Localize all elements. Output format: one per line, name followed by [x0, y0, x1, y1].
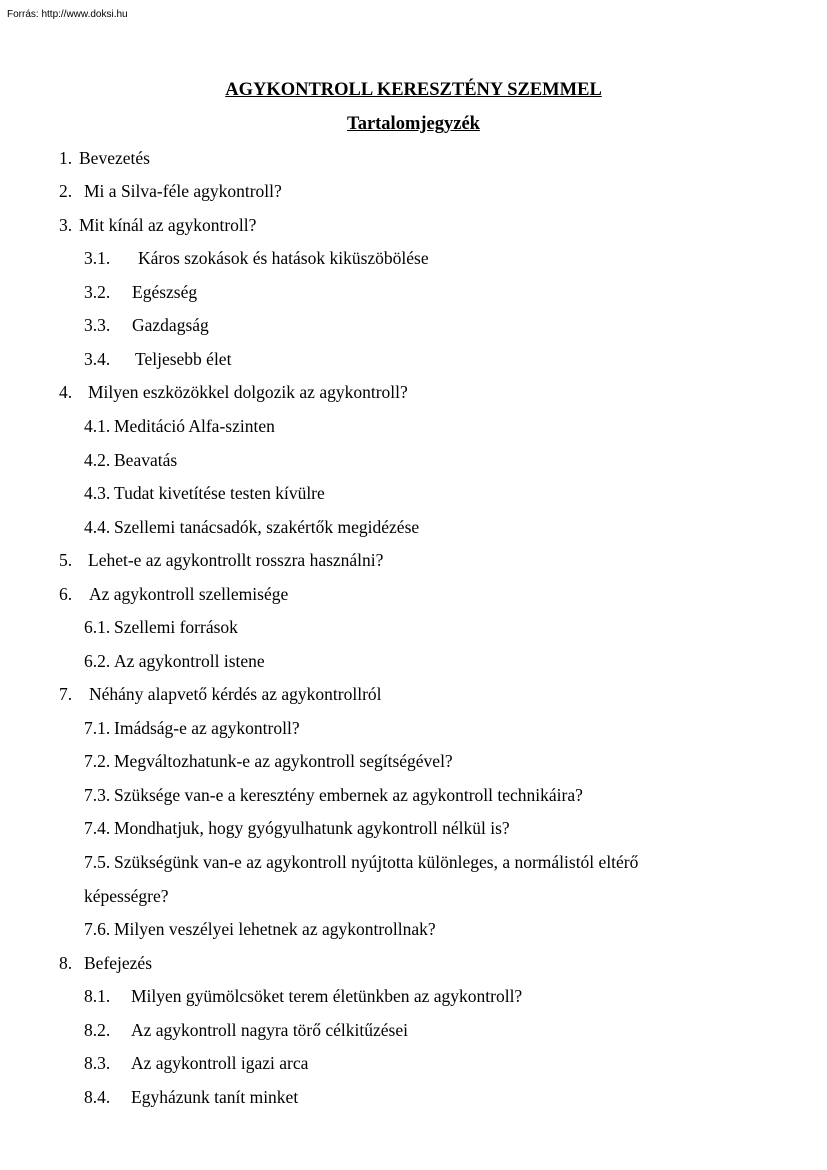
toc-number: 7.6. — [84, 919, 111, 939]
toc-item-4-1 — [84, 415, 275, 437]
toc-item-7-6 — [84, 918, 436, 940]
toc-number: 8.1. — [84, 986, 111, 1006]
toc-item-6-1 — [84, 616, 238, 638]
toc-number: 4. — [59, 382, 73, 402]
toc-number: 3.4. — [84, 349, 111, 369]
toc-label: Lehet-e az agykontrollt rosszra használni? — [88, 550, 384, 570]
toc-item-7-5 — [84, 851, 638, 873]
toc-item-3-3 — [84, 314, 209, 336]
toc-item-6-2 — [84, 650, 265, 672]
toc-number: 3. — [59, 215, 73, 235]
toc-label: Meditáció Alfa-szinten — [114, 416, 275, 436]
toc-label: Egészség — [132, 282, 198, 302]
toc-item-3 — [59, 214, 256, 236]
toc-label: Mit kínál az agykontroll? — [79, 215, 257, 235]
toc-label: Káros szokások és hatások kiküszöbölése — [138, 248, 429, 268]
toc-number: 1. — [59, 148, 73, 168]
toc-number: 2. — [59, 181, 73, 201]
toc-number: 6.1. — [84, 617, 111, 637]
toc-label: Milyen veszélyei lehetnek az agykontrollnak? — [114, 919, 436, 939]
toc-number: 7.3. — [84, 785, 111, 805]
toc-label: Bevezetés — [79, 148, 150, 168]
toc-label: Befejezés — [84, 953, 153, 973]
toc-label: Egyházunk tanít minket — [131, 1087, 299, 1107]
toc-item-1 — [59, 147, 150, 169]
source-note: Forrás: http://www.doksi.hu — [7, 9, 128, 20]
toc-item-4-3 — [84, 482, 325, 504]
toc-item-7-3 — [84, 784, 583, 806]
toc-label: képességre? — [84, 886, 169, 906]
toc-label: Szellemi tanácsadók, szakértők megidézése — [114, 517, 420, 537]
toc-item-2 — [59, 180, 282, 202]
toc-item-6 — [59, 583, 288, 605]
toc-label: Az agykontroll istene — [114, 651, 265, 671]
toc-item-3-1 — [84, 247, 429, 269]
toc-item-3-2 — [84, 281, 197, 303]
toc-item-4-4 — [84, 516, 419, 538]
toc-item-7-1 — [84, 717, 300, 739]
document-title: AGYKONTROLL KERESZTÉNY SZEMMEL — [225, 80, 602, 100]
toc-label: Imádság-e az agykontroll? — [114, 718, 300, 738]
toc-number: 4.2. — [84, 450, 111, 470]
toc-item-8-1 — [84, 985, 522, 1007]
toc-label: Szellemi források — [114, 617, 238, 637]
toc-label: Milyen gyümölcsöket terem életünkben az agykontroll? — [131, 986, 523, 1006]
toc-item-7 — [59, 683, 382, 705]
toc-label: Az agykontroll szellemisége — [89, 584, 289, 604]
toc-label: Szükségünk van-e az agykontroll nyújtotta különleges, a normálistól eltérő — [114, 852, 639, 872]
toc-number: 3.3. — [84, 315, 111, 335]
toc-label: Néhány alapvető kérdés az agykontrollról — [89, 684, 382, 704]
toc-item-5 — [59, 549, 383, 571]
toc-number: 8. — [59, 953, 73, 973]
toc-item-8-2 — [84, 1019, 408, 1041]
toc-number: 8.2. — [84, 1020, 111, 1040]
toc-label: Mi a Silva-féle agykontroll? — [84, 181, 282, 201]
toc-item-8-3 — [84, 1052, 308, 1074]
toc-item-8 — [59, 952, 152, 974]
toc-number: 3.1. — [84, 248, 111, 268]
toc-number: 5. — [59, 550, 73, 570]
toc-number: 6. — [59, 584, 73, 604]
toc-heading: Tartalomjegyzék — [347, 114, 480, 134]
toc-number: 8.4. — [84, 1087, 111, 1107]
toc-label: Milyen eszközökkel dolgozik az agykontroll? — [88, 382, 408, 402]
toc-number: 4.3. — [84, 483, 111, 503]
toc-label: Gazdagság — [132, 315, 209, 335]
toc-label: Szüksége van-e a keresztény embernek az agykontroll technikáira? — [114, 785, 583, 805]
toc-number: 6.2. — [84, 651, 111, 671]
toc-number: 7.1. — [84, 718, 111, 738]
toc-item-7-4 — [84, 817, 510, 839]
toc-label: Megváltozhatunk-e az agykontroll segítségével? — [114, 751, 453, 771]
toc-item-7-2 — [84, 750, 453, 772]
toc-label: Tudat kivetítése testen kívülre — [114, 483, 325, 503]
toc-label: Mondhatjuk, hogy gyógyulhatunk agykontroll nélkül is? — [114, 818, 510, 838]
toc-number: 4.1. — [84, 416, 111, 436]
toc-item-7-5-continuation — [84, 885, 169, 907]
toc-number: 7.4. — [84, 818, 111, 838]
toc-label: Az agykontroll igazi arca — [131, 1053, 309, 1073]
toc-label: Az agykontroll nagyra törő célkitűzései — [131, 1020, 408, 1040]
toc-number: 7.2. — [84, 751, 111, 771]
toc-number: 7. — [59, 684, 73, 704]
toc-number: 8.3. — [84, 1053, 111, 1073]
toc-item-3-4 — [84, 348, 231, 370]
toc-number: 7.5. — [84, 852, 111, 872]
toc-item-8-4 — [84, 1086, 298, 1108]
toc-number: 4.4. — [84, 517, 111, 537]
toc-item-4 — [59, 381, 408, 403]
toc-label: Teljesebb élet — [135, 349, 232, 369]
toc-number: 3.2. — [84, 282, 111, 302]
toc-item-4-2 — [84, 449, 177, 471]
toc-label: Beavatás — [114, 450, 178, 470]
